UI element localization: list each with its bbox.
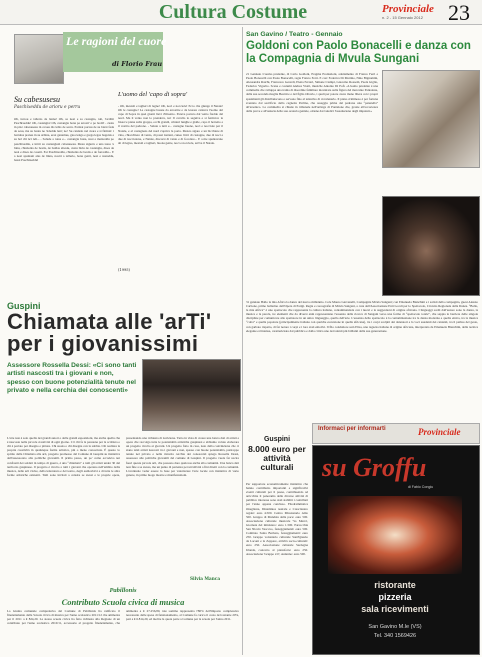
column-divider	[242, 27, 243, 655]
poem-subtitle: Paschixeddu de arioru e perru	[14, 105, 81, 110]
author-portrait	[14, 34, 64, 84]
article-headline: Chiamata alle 'arTi' per i giovanissimi	[7, 309, 212, 356]
article-photo	[142, 359, 241, 431]
article-body: La Giunta comunale comprensiva del Comune di Pabillonis ha ratificato il finanziamento della Scuola civica di musica per l'anno scolastico 2011/12 che ammonta per il 2011 a € 824,20. La stessa scuola civica ha fatto richiesta alla Regione di un contributo per l'anno scolastico 2010/11, accessorio al progetto finanziamento, che ammonta a € 27.256,80, tale somma rappresenta l'80% dell'importo complessivo necessario delle spese di funzionamento, al Comune fa carico il costo del restante 20%, pari a € 6.814,20, ed inoltre la quota parte a Comune per la scuola per l'anno 2011.	[7, 609, 239, 626]
article-place: Guspini	[7, 301, 41, 311]
ad-phone: Tel. 340 1569426	[373, 633, 417, 639]
ad-brand: su Groffu	[322, 453, 427, 482]
article-signature: Silvia Manca	[190, 576, 221, 581]
ad-line-ristorante: ristorante	[374, 580, 416, 590]
ad-brand-sub: di Fabio Congiu	[408, 485, 434, 489]
section-title: Cultura Costume	[158, 1, 308, 23]
page-number: 23	[448, 0, 470, 25]
article-subheadline: Assessore Rossella Dessi: «Ci sono tanti artisti nascosti tra i giovani e non, spesso con buone potenzialità tenute nel privato e nella cerchia dei conoscenti»	[7, 362, 137, 395]
ad-informaci: Informaci per informarti	[318, 426, 386, 432]
article-body: Per supportare economicamente iniziative che hanno contribuito importanti e significativi eventi culturali per il paese, contribuendo ad arricchire il panorama delle diverse attività di pubblico interesse sono stati stabiliti i contributi per l'anno appena concluso. Filodrammatica Onegliona, Dinamikos teatrale e Cresciteatro regalò: euro 4.500. Centro Missionario Aldo 500. Gruppo di Mandala della pace: euro 500. Associazione culturale musicale 'Sa Marra', Giornata del ministero: euro 1.500. Parrocchia San Nicolò Vescovo, festeggiamenti: euro 500. Comitato Santa Barbara, festeggiamenti: euro 250. Gruppo volontario culturale Sant'Ignazio da Laconi e la Zeppare, attività socio-culturali: euro 250. Associazione culturale Sardegna Irlanda, concerto al pianoforte: euro 250. Associazione 'Gruppo 2.0', Autunno: euro 500.	[246, 482, 308, 556]
issue-info: n. 2 - 15 Gennaio 2012	[382, 15, 423, 20]
article-place: Guspini	[263, 436, 291, 443]
article-title: Contributo Scuola civica di musica	[61, 597, 185, 607]
ad-line-pizzeria: pizzeria	[378, 592, 412, 602]
poem-text: Oh, turrou e tallerio de lanna! Oh, sa nosi e sa castagna, toh, t'arribit Paschixeddu! Oh, castangia! Oh, castangia bona pe arrosti' e po bodd! - custu in pizz cabesusesu in coxeu dis lebís de serru. Parizat portau de su biaxi fada de sesu, ma su beatu no 'ndeddu lent; no! Su candelo nel avara e si firmait: i bertulas prenas in su urbina, erax ganamus, gioa lenga e grega legas bagonis e su bel chi nci ndi... - Salude a totus e... castangia bona, nosi e meixeddu po paschixeddu, e intrit su castangiaxi cabesusesu. Mesu sigurru e una tassa 'e binu, chistionis de bestis, de baldas altesiu, custu biriu de castangiu, dises de nosi e dises de cosetti. Est Paschixeddu, chistionis de bestis e de forreddu... E a nosi spuntant alas de linna, nostri a tallerio, bona genti, nosi e nonaddu, bessi Paschixeddu!	[14, 117, 114, 162]
article-kicker: San Gavino / Teatro - Gennaio	[246, 31, 343, 38]
ad-address: San Gavino M.le (VS)	[368, 624, 422, 630]
poem-title-translation: L'uomo del 'capo di sopra'	[118, 91, 188, 98]
actors-photo	[382, 70, 480, 168]
ad-food-photo	[328, 496, 462, 574]
article-body-continued: 31 gennaio Ballo la mia Africa la danza del nuovo millennio. Cole Mauro Giovanelli, Compagnia Mvula Sungani; con Emanuela Bianchini e i solisti della compagnia, guest Alessio Carbone, primo ballerino dell'Opera di Parigi. Regia e coreografie di Mvula Sungani, a cura dell'Associazione Enti Locali per lo Spettacolo, Circuito Regionale della Danza. “Ballo, la mia Africa” è uno spettacolo che rappresenta la cultura italiana, contaminandola con i nuovi e le suggestioni di origine africana. I linguaggi scelti dall'autore sono la danza, la musica e la parola, tre elementi che da diversi anni rappresentano l'essenza della ricerca di Sungani verso una forma di “spettacolo totale”, che sappia le barriere delle singole discipline per comunicare allo spettatore in un unico linguaggio, quello dell'arte. L'essenza dello spettacolo è la contaminazione tra la danza moderna e quella etnica, tra la musica “colta” e quella popolare (principalmente italiana con qualche escursione in quella africana), tra i corpi scolpiti dei danzatori e la voci suadenti dei cantanti, tra il pathos del gesto, con garbato rispetto, di far notare i corpi e i loro stati emotivi. Il filo conduttore sarà Elisa, una ragazza italiana di origine africana, interpretata da Emanuela Bianchini, della tecnica elegante ed intensa, caratterizzata dal pubblico e dalla critica uno dei talenti più brillanti della sua generazione.	[246, 300, 478, 333]
article-title: 8.000 euro per attività culturali	[248, 444, 306, 472]
dancer-photo	[382, 196, 480, 296]
poem-text-translation: - Oh, mestoli e taglieri di legno! Oh, noci e nocciole! Ecco che giunge il Natale! Oh le castagne! Le castagne buone da arrostire e da lessare cantava l'uomo del capo di Sopra in quei giorni lievi d'inverno. Pareva portato dal vento freddo del nord. Ma il vento non lo prendeva, no! Il cavallo lo seguiva e si fermava: le bisacce piene sulla groppa, occhi grandi, crinieri lunghe e gialle, capo il berretto e il vestito del padrone. - Salute a tutti e... castagne buone, noci e nocciole per il Natale, e al castagnaio del nord s'apriva la porta. Mezzo sigaro e un bicchiere di vino, chiacchiere di vento, di passi lontani, cuneo lirici di castagne, due di noci e due di nocciolone, e Natale, discorsi di vento e di focolare... E a me spuntavano ali di legno, mestoli e taglieri, buona gente, noci e nocciole, arriva il Natale.	[118, 104, 223, 145]
article-body: L'arte non è solo quella dei grandi autori o delle grandi esposizioni, ma anche quella che è nascoste nelle piccole creatività di ogni giorno. C'è chi fa la passione per la scrittura o chi è portato per disegno e pittura. Chi suona o chi disegna con la sabbia. Chi realizza la propria creatività in qualunque forma artistica, più o meno conosciuta. È questo lo spirito della Chiamata alle arti, progetto promosso dal Comune di Guspini su iniziativa dell'assessorato alle politiche giovanili. Il primo passo, un po' come accadeva nei confronti dei soldati in tempo di guerra, è una “chiamata” a tutti gli artisti under 30 del territorio guspinese. Il progetto è rivolto a tutti i giovani che operano nell'ambito della musica, delle arti visive, della letteratura e del teatro, degli audiovisivi e di tutte le altre forme artistiche esistenti. Tutti sono invitati a censire se stessi e le proprie opere, presentando una richiesta di iscrizione. Tutto in vista di creare una banca dati di artisti e opere che raccolga tutte le potenzialità artistiche guspinesi e abbiamo voluto elaborare un progetto rivolto ai giovani. Un progetto fatto in casa, nato dalla convinzione che ci siano tanti artisti nascosti tra i giovani e non, spesso con buone potenzialità, purtroppo tenute nel privato e nella ristretta cerchia dei conoscenti spiega Rossella Dessi, assessore alle politiche giovanili del comune di Guspini. Il progetto vuole far uscire fuori queste piccole arti, che possono dare qualcosa anche alla comunità. Una banca dati non fine a se stessa, ma un punto di partenza per un'attività a fini diretti con la comunità. L'eventuale veder essere la base per valorizzare l'arte locale con iniziative di vario genere, in primo luogo mostre e manifestazioni.	[7, 436, 239, 477]
column-logo: Le ragioni del cuore	[66, 34, 167, 48]
poem-title: Su cabesusesu	[14, 95, 60, 104]
article-body: 21 Gennaio L'uomo prudente, di Carlo Goldoni, Pragma Produzioni, adattamento di Franco Ferri e Paolo Bonacelli con Paolo Bonacelli, regia Franco Ferri. E con: Federica Di Martino, Nino Bignamini, Alessandra Raichi, Francesco Gerardi, Elena Ferrari, Simone Ciampi, Giacomo Rossetti, Paola Giglio, Federico Vigorito. Scene e costumi Andrea Viotti, musiche Antonio Di Pofi. «L'uomo prudente è una commedia che sviluppa una trama di disordine familiare incentrata sulla figura del mercante Pantalone, della sua seconda moglie Beatrice e del figlio Ottavio, i quali per potere avere mano libera con i propri spasimanti gli distribuiscono e servono fino al tentativo di avvelenarlo. Il piano criminoso è per fortuna sventato dal sacrificio della cagnetta Perlina, che assaggia prima del padrone una “panatella” all'arsenico. La commedia si chiude in tribunale nell'arringa di Pantalone che, grazie all'accortezza delle prove e all'astuzia delle sua oratoria geniale, ottiene dai Giudici l'assoluzione degli imputati.»	[246, 72, 378, 113]
ad-line-sala: sala ricevimenti	[361, 604, 429, 614]
poem-year: (1995)	[118, 268, 130, 272]
article-place: Pabillonis	[109, 587, 137, 594]
column-author: di Florio Frau	[112, 60, 163, 68]
provinciale-logo: Provinciale	[382, 3, 434, 15]
article-title: Goldoni con Paolo Bonacelli e danza con la Compagnia di Mvula Sungani	[246, 40, 471, 65]
ad-provinciale-logo: Provinciale	[418, 427, 461, 437]
